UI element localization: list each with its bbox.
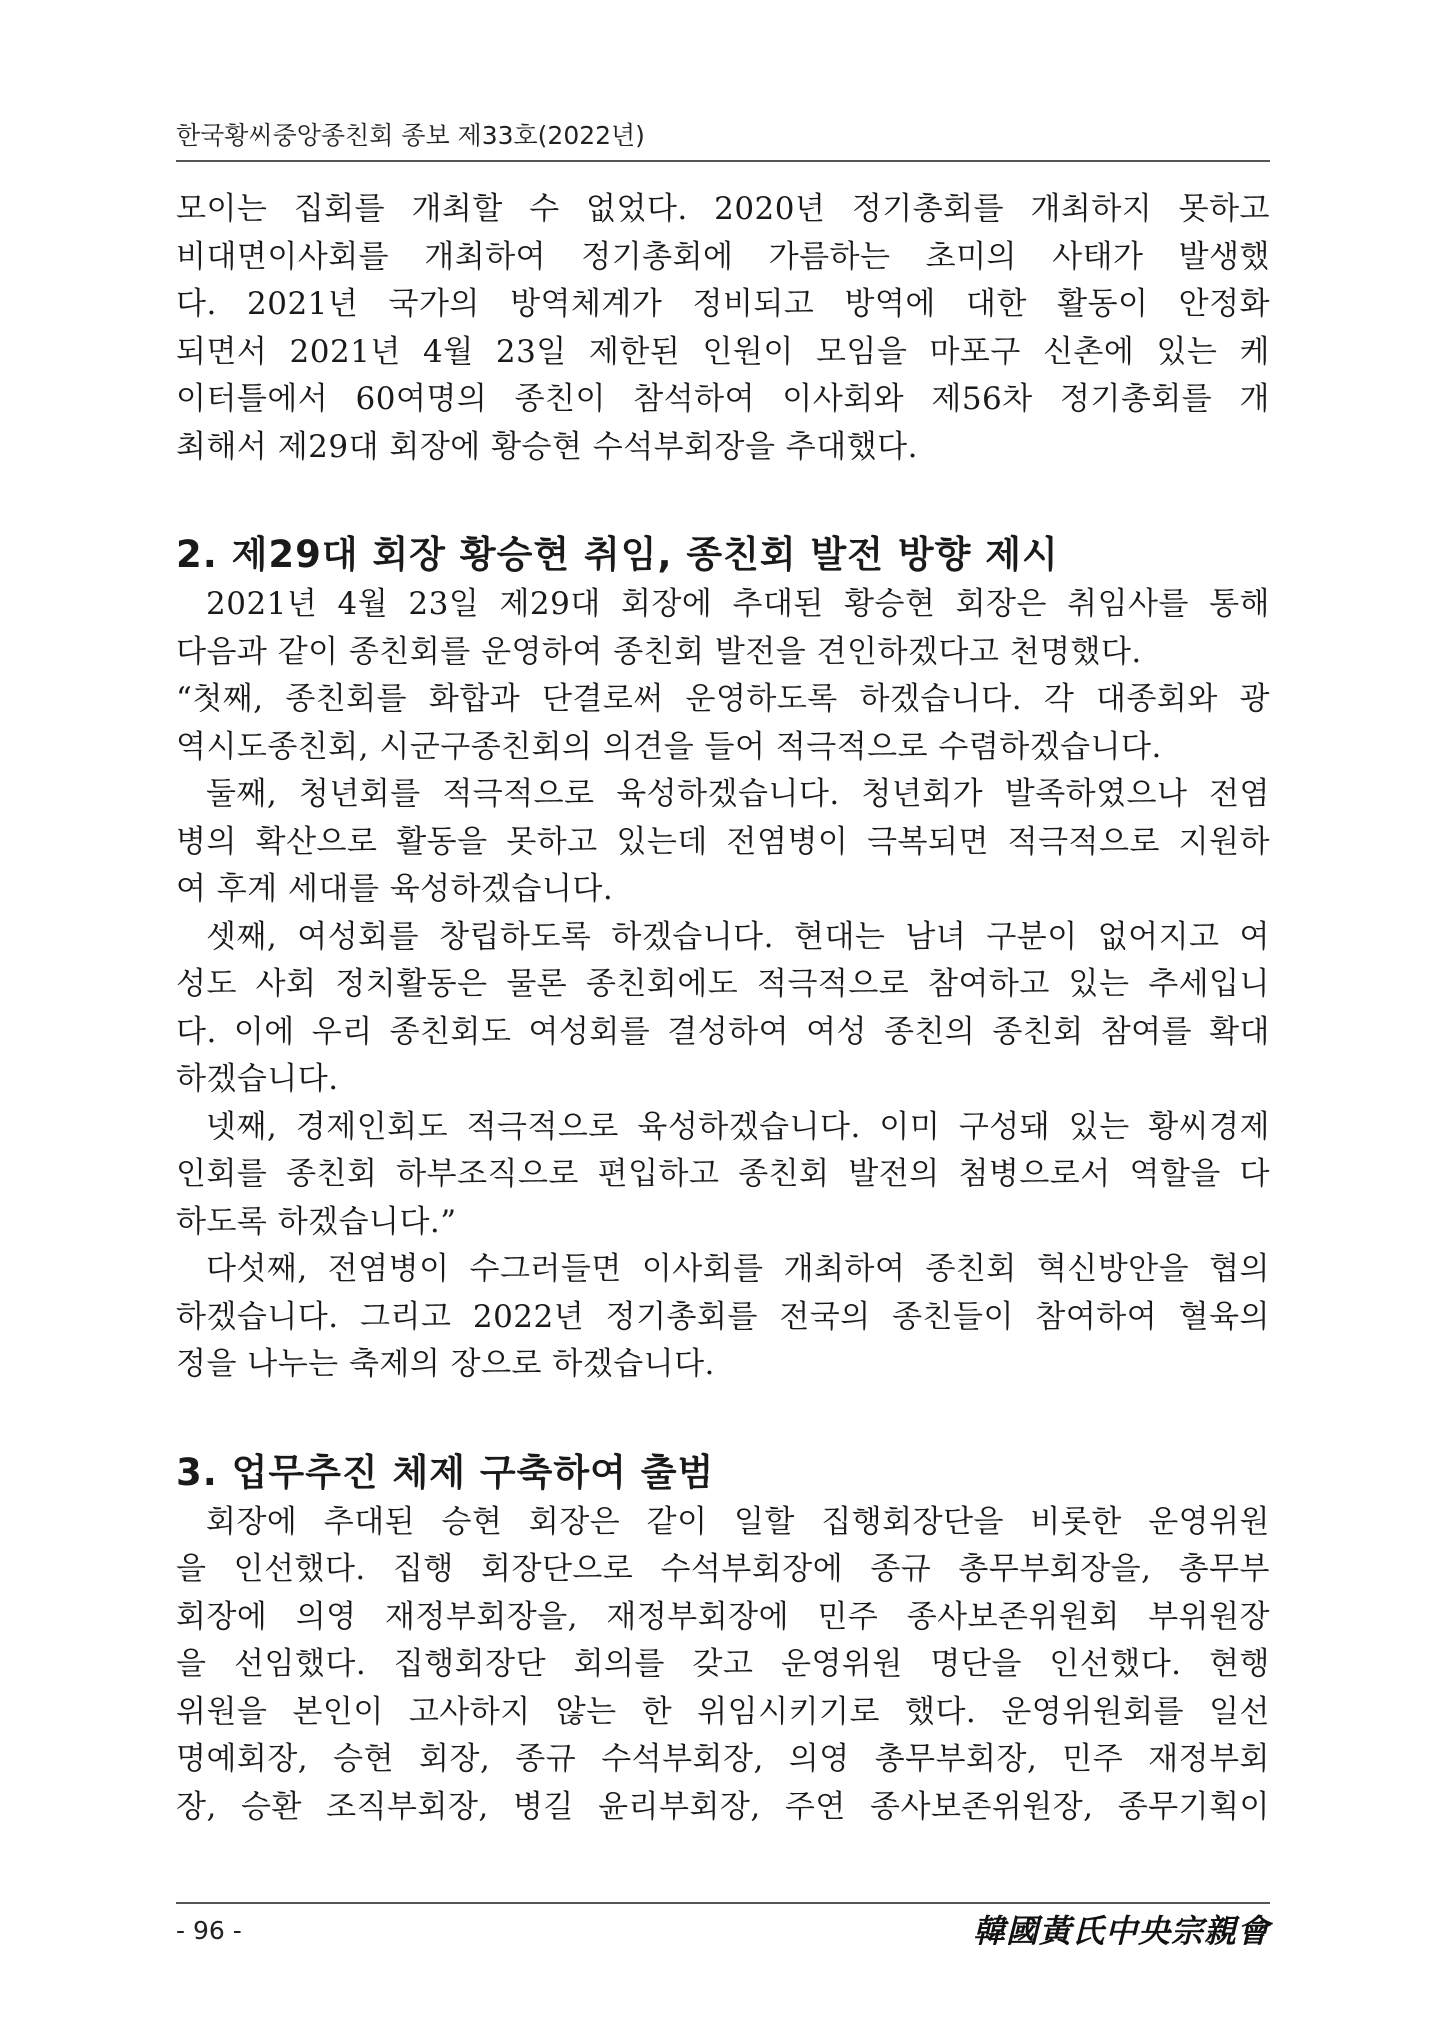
text-line: 다섯째, 전염병이 수그러들면 이사회를 개최하여 종친회 혁신방안을 협의 [206, 1251, 1270, 1287]
footer-divider [176, 1902, 1270, 1904]
text-line: 인회를 종친회 하부조직으로 편입하고 종친회 발전의 첨병으로서 역할을 다 [176, 1156, 1270, 1192]
text-line: 하겠습니다. 그리고 2022년 정기총회를 전국의 종친들이 참여하여 혈육의 [176, 1298, 1270, 1335]
text-line: 여 후계 세대를 육성하겠습니다. [176, 871, 614, 907]
text-line: 병의 확산으로 활동을 못하고 있는데 전염병이 극복되면 적극적으로 지원하 [176, 823, 1270, 860]
text-line: 회장에 추대된 승현 회장은 같이 일할 집행회장단을 비롯한 운영위원 [206, 1503, 1270, 1540]
text-line: 최해서 제29대 회장에 황승현 수석부회장을 추대했다. [176, 428, 918, 465]
text-line: 다. 이에 우리 종친회도 여성회를 결성하여 여성 종친의 종친회 참여를 확대 [176, 1013, 1270, 1050]
text-line: 정을 나누는 축제의 장으로 하겠습니다. [176, 1346, 715, 1382]
text-line: 다음과 같이 종친회를 운영하여 종친회 발전을 견인하겠다고 천명했다. [176, 633, 1142, 670]
text-line: “첫째, 종친회를 화합과 단결로써 운영하도록 하겠습니다. 각 대종회와 광 [176, 681, 1270, 717]
page-number: - 96 - [176, 1916, 242, 1945]
running-header: 한국황씨중앙종친회 종보 제33호(2022년) [176, 121, 645, 150]
text-line: 하겠습니다. [176, 1061, 339, 1097]
organization-logo: 韓國黃氏中央宗親會 [972, 1912, 1270, 1950]
text-line: 위원을 본인이 고사하지 않는 한 위임시키기로 했다. 운영위원회를 일선 [176, 1693, 1270, 1730]
article-body [176, 186, 1270, 1831]
text-line: 셋째, 여성회를 창립하도록 하겠습니다. 현대는 남녀 구분이 없어지고 여 [206, 918, 1270, 955]
text-line: 을 선임했다. 집행회장단 회의를 갖고 운영위원 명단을 인선했다. 현행 [176, 1646, 1270, 1682]
text-line: 되면서 2021년 4월 23일 제한된 인원이 모임을 마포구 신촌에 있는 케 [176, 333, 1270, 370]
text-line: 장, 승환 조직부회장, 병길 윤리부회장, 주연 종사보존위원장, 종무기획이 [176, 1788, 1270, 1825]
text-line: 모이는 집회를 개최할 수 없었다. 2020년 정기총회를 개최하지 못하고 [176, 191, 1270, 227]
text-line: 넷째, 경제인회도 적극적으로 육성하겠습니다. 이미 구성돼 있는 황씨경제 [206, 1108, 1270, 1145]
text-line: 을 인선했다. 집행 회장단으로 수석부회장에 종규 총무부회장을, 총무부 [176, 1551, 1270, 1587]
section-3-body [176, 1499, 1270, 1832]
text-line: 명예회장, 승현 회장, 종규 수석부회장, 의영 총무부회장, 민주 재정부회 [176, 1741, 1270, 1777]
intro-paragraph [176, 186, 1270, 471]
header-divider [176, 160, 1270, 162]
section-2-heading: 2. 제29대 회장 황승현 취임, 종친회 발전 방향 제시 [176, 533, 1059, 576]
text-line: 성도 사회 정치활동은 물론 종친회에도 적극적으로 참여하고 있는 추세입니 [176, 966, 1270, 1002]
section-2-body [176, 581, 1270, 1389]
text-line: 비대면이사회를 개최하여 정기총회에 가름하는 초미의 사태가 발생했 [176, 238, 1270, 275]
section-3-heading: 3. 업무추진 체제 구축하여 출범 [176, 1450, 715, 1494]
text-line: 다. 2021년 국가의 방역체계가 정비되고 방역에 대한 활동이 안정화 [176, 286, 1270, 322]
text-line: 하도록 하겠습니다.” [176, 1203, 457, 1240]
text-line: 2021년 4월 23일 제29대 회장에 추대된 황승현 회장은 취임사를 통해 [206, 586, 1270, 622]
text-line: 역시도종친회, 시군구종친회의 의견을 들어 적극적으로 수렴하겠습니다. [176, 728, 1162, 765]
text-line: 둘째, 청년회를 적극적으로 육성하겠습니다. 청년회가 발족하였으나 전염 [206, 776, 1270, 812]
text-line: 회장에 의영 재정부회장을, 재정부회장에 민주 종사보존위원회 부위원장 [176, 1598, 1270, 1635]
text-line: 이터틀에서 60여명의 종친이 참석하여 이사회와 제56차 정기총회를 개 [176, 381, 1270, 417]
